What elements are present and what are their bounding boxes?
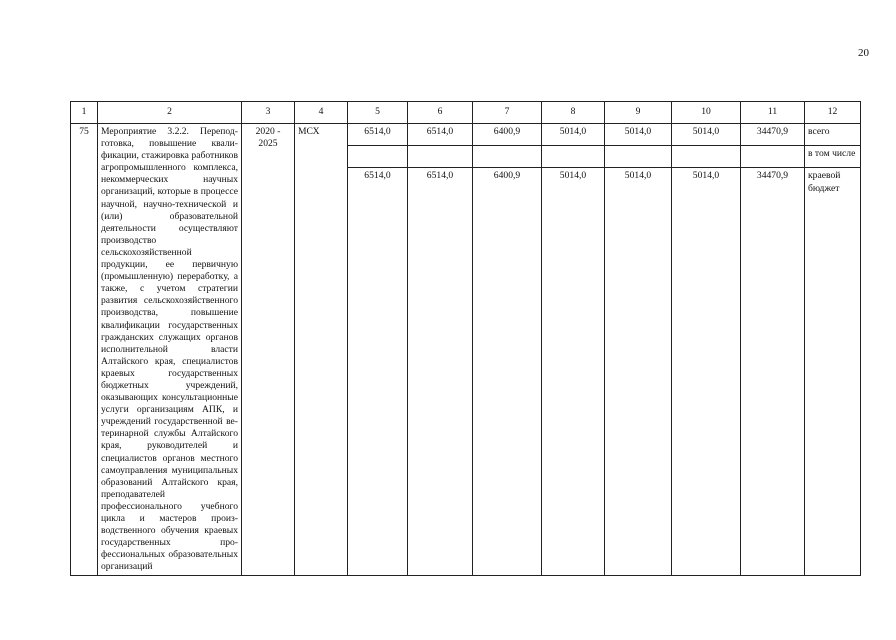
value-cell [473,146,542,168]
value-cell: 6514,0 [348,124,408,146]
value-cell [348,146,408,168]
header-cell: 5 [348,102,408,124]
header-row [71,102,861,124]
header-cell: 2 [98,102,242,124]
program-table [70,101,861,576]
value-cell: 5014,0 [542,168,605,575]
value-cell [741,146,805,168]
value-cell [672,146,741,168]
value-cell [605,146,672,168]
value-cell: 6514,0 [408,124,473,146]
value-cell: 6400,9 [473,124,542,146]
header-cell: 9 [605,102,672,124]
spacer-cell [348,575,861,576]
value-cell: 5014,0 [542,124,605,146]
table-row-total [71,124,861,146]
header-cell: 10 [672,102,741,124]
value-cell: 6400,9 [473,168,542,575]
source-cell: краевой бюджет [805,168,861,575]
period-cell: 2020 - 2025 [242,124,295,576]
header-cell: 3 [242,102,295,124]
header-cell: 4 [295,102,348,124]
value-cell: 6514,0 [408,168,473,575]
header-cell: 12 [805,102,861,124]
value-cell: 5014,0 [672,124,741,146]
value-cell [542,146,605,168]
source-cell: в том числе [805,146,861,168]
value-cell: 5014,0 [605,124,672,146]
source-cell: всего [805,124,861,146]
value-cell: 6514,0 [348,168,408,575]
header-cell: 11 [741,102,805,124]
value-cell: 5014,0 [605,168,672,575]
header-cell: 1 [71,102,98,124]
executor-cell: МСХ [295,124,348,576]
measure-description: Мероприятие 3.2.2. Переподготовка, повышение квалификации, стажировка работников агропромышленного комплекса, некоммерческих научных организаций, которые в процессе научной, научно-технической и (или) образовательной деятельности осуществляют производство сельскохозяйственной продукции, ее первичную (промышленную) переработку, а также, с учетом стратегии развития сельскохозяйственного производства, повышение квалификации государственных гражданских служащих органов исполнительной власти Алтайского края, специалистов краевых государственных бюджетных учреждений, оказывающих консультационные услуги организациям АПК, и учреждений государственной ветеринарной службы Алтайского края, руководителей и специалистов органов местного самоуправления муниципальных образований Алтайского края, преподавателей профессионального учебного цикла и мастеров производственного обучения краевых государственных профессиональных образовательных организаций [98,124,242,576]
header-cell: 7 [473,102,542,124]
page-number: 20 [858,47,869,59]
value-cell: 34470,9 [741,124,805,146]
header-cell: 6 [408,102,473,124]
row-number: 75 [71,124,98,576]
value-cell: 34470,9 [741,168,805,575]
header-cell: 8 [542,102,605,124]
value-cell [408,146,473,168]
value-cell: 5014,0 [672,168,741,575]
